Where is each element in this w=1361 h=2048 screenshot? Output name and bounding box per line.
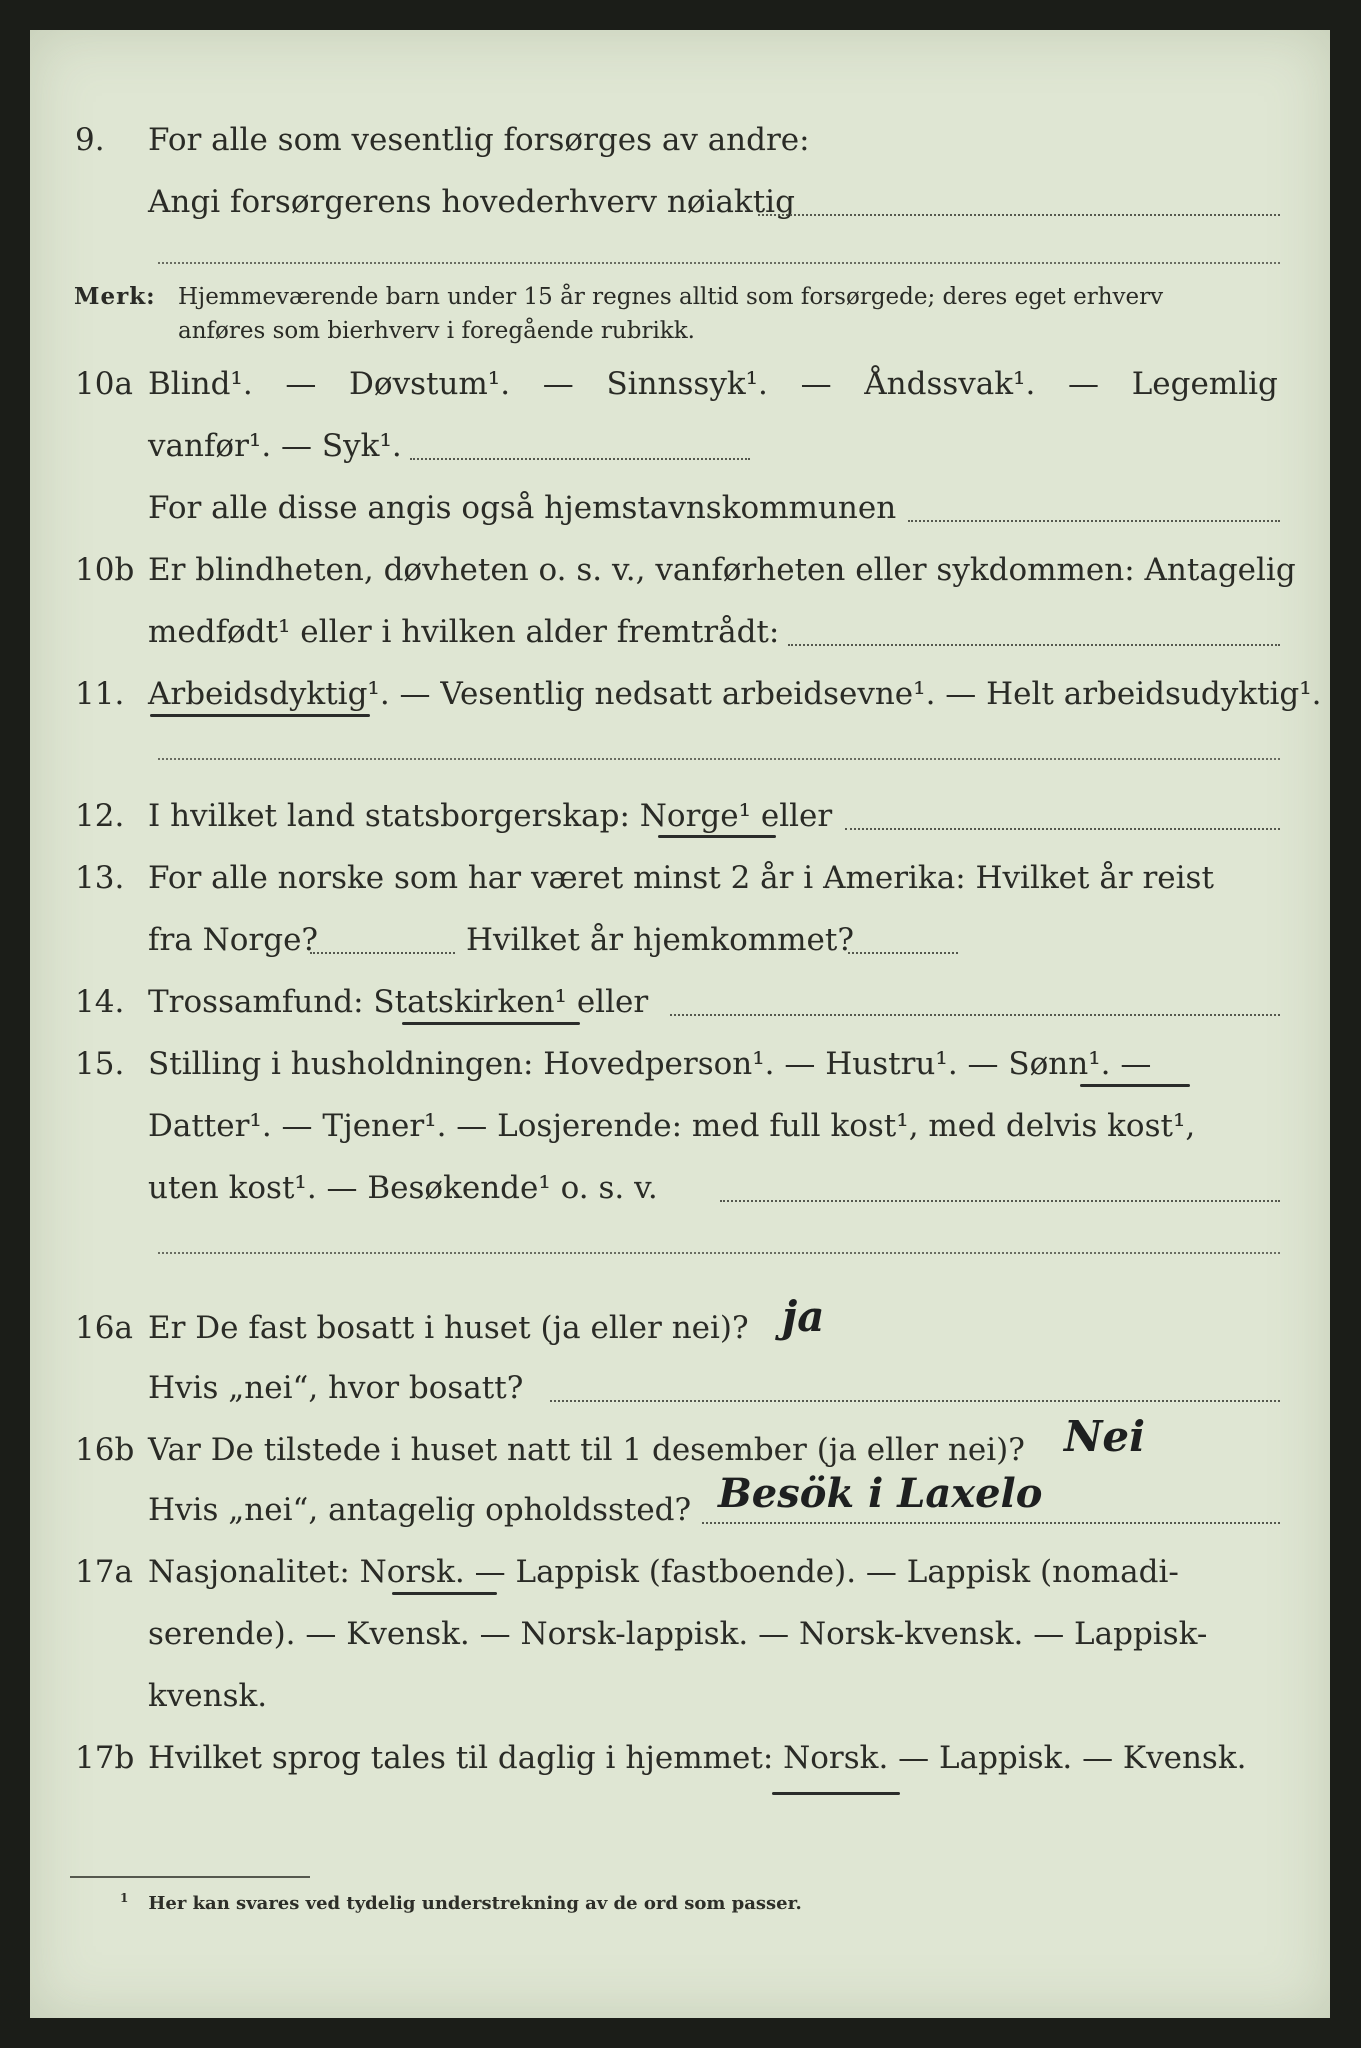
q13-return-answer-line[interactable]	[848, 952, 958, 954]
q10a-word: Døvstum¹.	[349, 366, 511, 402]
q15-line1	[30, 1040, 1330, 1088]
q10a-word: —	[800, 366, 832, 402]
q9-line2	[30, 178, 1330, 226]
q10b-number: 10b	[75, 552, 135, 588]
q9-number: 9.	[75, 122, 105, 158]
q10a-line2	[30, 422, 1330, 470]
q10a-text-2: vanfør¹. — Syk¹.	[148, 428, 402, 464]
q14-text: Trossamfund: Statskirken¹ eller	[148, 984, 649, 1020]
q16b-handwritten-answer: Nei	[1064, 1412, 1146, 1461]
footnote	[120, 1886, 802, 1916]
q12-number: 12.	[75, 798, 125, 834]
q13-text-2a: fra Norge?	[148, 922, 319, 958]
q10a-home-answer-line[interactable]	[908, 520, 1280, 522]
footnote-mark: 1	[120, 1891, 129, 1905]
q13-line1	[30, 854, 1330, 902]
q10b-text: Er blindheten, døvheten o. s. v., vanførheten eller sykdommen: Antagelig	[148, 552, 1296, 588]
q14-answer-line[interactable]	[670, 1014, 1280, 1016]
q10a-answer-line[interactable]	[410, 458, 750, 460]
q10b-answer-line[interactable]	[788, 644, 1280, 646]
q11-answer-rule[interactable]	[158, 758, 1280, 760]
q17a-number: 17a	[75, 1554, 133, 1590]
footnote-rule	[70, 1876, 310, 1878]
q10a-line1	[30, 360, 1330, 408]
q15-text: Stilling i husholdningen: Hovedperson¹. — Hustru¹. — Sønn¹. —	[148, 1046, 1152, 1082]
q17a-line3	[30, 1672, 1330, 1720]
q13-number: 13.	[75, 860, 125, 896]
q16b-text: Var De tilstede i huset natt til 1 desember (ja eller nei)?	[148, 1432, 1025, 1468]
q16a-handwritten-answer: ja	[782, 1292, 825, 1341]
q17a-handwritten-underline	[392, 1592, 497, 1595]
q13-text-2b: Hvilket år hjemkommet?	[466, 922, 854, 958]
q15-line3	[30, 1164, 1330, 1212]
q16b-handwritten-location: Besök i Laxelo	[718, 1470, 1043, 1517]
q10b-text-2: medfødt¹ eller i hvilken alder fremtrådt:	[148, 614, 780, 650]
merk-line2	[30, 314, 1330, 362]
q17a-line2	[30, 1610, 1330, 1658]
q14-line1	[30, 978, 1330, 1026]
q17b-number: 17b	[75, 1740, 135, 1776]
q9-text-2: Angi forsørgerens hovederhverv nøiaktig	[148, 184, 795, 220]
q16b-answer-line[interactable]	[702, 1522, 1280, 1524]
q15-number: 15.	[75, 1046, 125, 1082]
q15-answer-line[interactable]	[720, 1200, 1280, 1202]
q16a-line1	[30, 1304, 1330, 1352]
q12-line1	[30, 792, 1330, 840]
q11-handwritten-underline	[150, 714, 370, 717]
q13-departure-answer-line[interactable]	[310, 952, 455, 954]
q10a-word: —	[542, 366, 574, 402]
q9-text: For alle som vesentlig forsørges av andre:	[148, 122, 810, 158]
q16a-line2	[30, 1364, 1330, 1412]
q16a-number: 16a	[75, 1310, 133, 1346]
q11-text: Arbeidsdyktig¹. — Vesentlig nedsatt arbeidsevne¹. — Helt arbeidsudyktig¹.	[148, 676, 1322, 712]
q10a-text-3: For alle disse angis også hjemstavnskommunen	[148, 490, 897, 526]
census-form	[30, 30, 1330, 2018]
q10a-word: —	[1068, 366, 1100, 402]
q10a-word: Åndssvak¹.	[864, 366, 1036, 402]
q12-answer-line[interactable]	[845, 828, 1280, 830]
merk-text-2: anføres som bierhverv i foregående rubrikk.	[178, 318, 695, 344]
q17a-line1	[30, 1548, 1330, 1596]
q16a-text: Er De fast bosatt i huset (ja eller nei)?	[148, 1310, 749, 1346]
q10a-word: Blind¹.	[148, 366, 253, 402]
q14-number: 14.	[75, 984, 125, 1020]
q17b-handwritten-underline	[772, 1792, 900, 1795]
merk-label: Merk:	[74, 283, 156, 310]
q12-handwritten-underline	[658, 835, 776, 838]
form-page	[30, 30, 1330, 2018]
q10a-word: Legemlig	[1131, 366, 1278, 402]
q17b-text: Hvilket sprog tales til daglig i hjemmet: Norsk. — Lappisk. — Kvensk.	[148, 1740, 1247, 1776]
q17a-text-2: serende). — Kvensk. — Norsk-lappisk. — Norsk-kvensk. — Lappisk-	[148, 1616, 1208, 1652]
q16a-answer-line[interactable]	[550, 1400, 1280, 1402]
q9-line1	[30, 116, 1330, 164]
q10a-word: Sinnssyk¹.	[606, 366, 768, 402]
q10a-word: —	[285, 366, 317, 402]
q14-handwritten-underline	[402, 1022, 580, 1025]
q16b-text-2: Hvis „nei“, antagelig opholdssted?	[148, 1492, 692, 1528]
q16b-line2	[30, 1486, 1330, 1534]
q15-text-2: Datter¹. — Tjener¹. — Losjerende: med full kost¹, med delvis kost¹,	[148, 1108, 1196, 1144]
q13-line2	[30, 916, 1330, 964]
q15-text-3: uten kost¹. — Besøkende¹ o. s. v.	[148, 1170, 658, 1206]
q10a-options	[148, 360, 1278, 408]
q17b-line1	[30, 1734, 1330, 1782]
q9-answer-line[interactable]	[758, 214, 1280, 216]
q10a-line3	[30, 484, 1330, 532]
q10b-line1	[30, 546, 1330, 594]
footnote-text: Her kan svares ved tydelig understrekning av de ord som passer.	[148, 1893, 802, 1914]
q16a-text-2: Hvis „nei“, hvor bosatt?	[148, 1370, 524, 1406]
q15-handwritten-underline	[1080, 1084, 1190, 1087]
q12-text: I hvilket land statsborgerskap: Norge¹ eller	[148, 798, 833, 834]
q16b-number: 16b	[75, 1432, 135, 1468]
q11-number: 11.	[75, 676, 125, 712]
q17a-text: Nasjonalitet: Norsk. — Lappisk (fastboende). — Lappisk (nomadi-	[148, 1554, 1179, 1590]
merk-text: Hjemmeværende barn under 15 år regnes alltid som forsørgede; deres eget erhverv	[178, 284, 1164, 310]
q13-text: For alle norske som har været minst 2 år i Amerika: Hvilket år reist	[148, 860, 1214, 896]
q10b-line2	[30, 608, 1330, 656]
q15-line2	[30, 1102, 1330, 1150]
q10a-number: 10a	[75, 366, 133, 402]
q9-answer-rule[interactable]	[158, 262, 1280, 264]
q15-answer-rule[interactable]	[158, 1252, 1280, 1254]
q11-line1	[30, 670, 1330, 718]
q17a-text-3: kvensk.	[148, 1678, 268, 1714]
